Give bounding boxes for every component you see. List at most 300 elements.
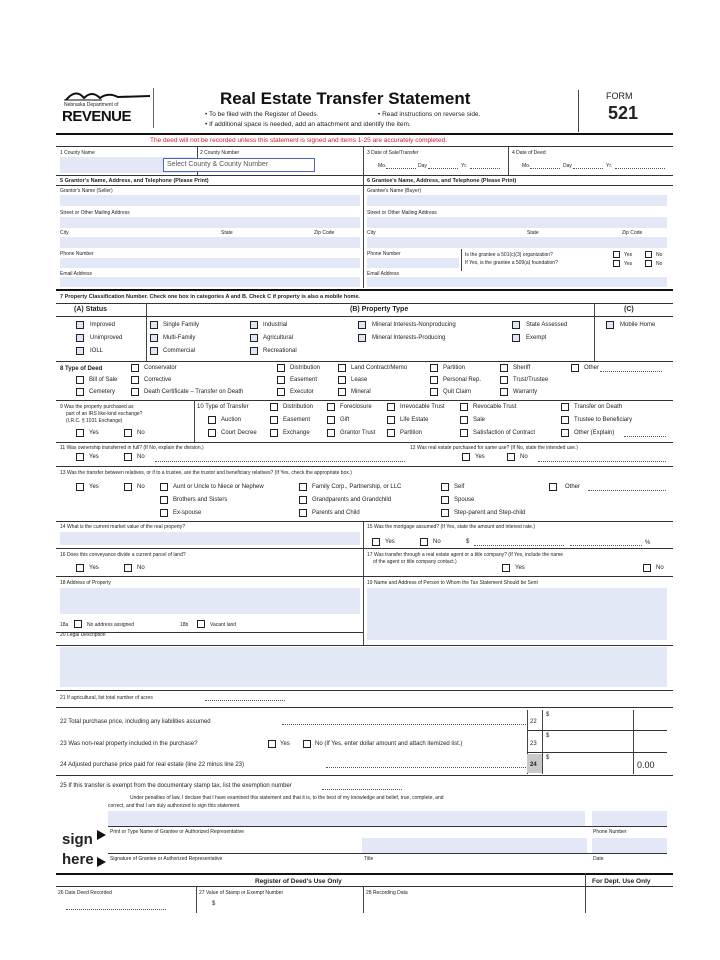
- adjusted-price-value: 0.00: [637, 760, 655, 770]
- declaration-line-1: Under penalties of law, I declare that I have examined this statement and that it is, to the best of my knowledge and belief, true, complete, and: [130, 795, 444, 801]
- exchange-no-checkbox[interactable]: [124, 429, 132, 437]
- type-single-family-checkbox[interactable]: [150, 321, 158, 329]
- transfer-life-estate-label: Life Estate: [400, 417, 429, 423]
- grantee-email-label: Email Address: [367, 271, 399, 277]
- item16-label: 16 Does this conveyance divide a current parcel of land?: [60, 552, 186, 558]
- sign-word: sign: [62, 831, 93, 848]
- date-recorded-label: 26 Date Deed Recorded: [58, 890, 112, 896]
- item24-label: 24 Adjusted purchase price paid for real estate (line 22 minus line 23): [60, 762, 245, 768]
- rule: [108, 853, 667, 854]
- item9-label-3: (I.R.C. § 1031 Exchange): [66, 418, 123, 424]
- divider: [363, 886, 364, 913]
- type-exempt-label: Exempt: [526, 335, 547, 341]
- divider: [196, 886, 197, 913]
- grantor-street-field[interactable]: [60, 217, 360, 228]
- relatives-yes-label: Yes: [89, 484, 99, 490]
- agent-no-checkbox[interactable]: [643, 564, 651, 572]
- type-state-assessed-label: State Assessed: [526, 322, 568, 328]
- transfer-distribution-label: Distribution: [283, 404, 314, 410]
- deed-easement-label: Easement: [290, 377, 318, 383]
- transfer-other-field[interactable]: [624, 436, 666, 437]
- relatives-siblings-label: Brothers and Sisters: [173, 497, 228, 503]
- signature-field[interactable]: [108, 838, 358, 853]
- agent-yes-checkbox[interactable]: [502, 564, 510, 572]
- same-use-intended-field[interactable]: [538, 461, 666, 462]
- item23-dollar: $: [546, 733, 550, 739]
- logo-swoosh-icon: [62, 84, 152, 104]
- transfer-on-death-checkbox[interactable]: [561, 403, 569, 411]
- grantee-501-no-checkbox[interactable]: [645, 251, 652, 258]
- header-bullet-1: • To be filed with the Register of Deeds.: [205, 111, 319, 118]
- deed-lease-checkbox[interactable]: [338, 376, 346, 384]
- deed-corrective-checkbox[interactable]: [131, 376, 139, 384]
- transfer-partition-label: Partition: [400, 430, 423, 436]
- rule: [56, 361, 673, 362]
- transfer-sale-checkbox[interactable]: [460, 416, 468, 424]
- same-use-yes-checkbox[interactable]: [462, 453, 470, 461]
- non-real-no-checkbox[interactable]: [303, 740, 311, 748]
- deed-distribution-checkbox[interactable]: [277, 364, 285, 372]
- grantee-street-label: Street or Other Mailing Address: [367, 210, 437, 216]
- acres-field[interactable]: [205, 700, 285, 701]
- type-mineral-producing-label: Mineral Interests-Producing: [372, 335, 446, 341]
- divider: [146, 303, 147, 361]
- mortgage-yes-label: Yes: [385, 539, 395, 545]
- date-field[interactable]: [592, 838, 667, 853]
- legal-description-field[interactable]: [60, 647, 667, 687]
- type-exempt-checkbox[interactable]: [512, 334, 520, 342]
- deed-other-checkbox[interactable]: [571, 364, 579, 372]
- deed-partition-label: Partition: [443, 365, 466, 371]
- status-unimproved-label: Unimproved: [90, 335, 123, 341]
- deed-trust-label: Trust/Trustee: [513, 377, 549, 383]
- relatives-family-corp-checkbox[interactable]: [299, 483, 307, 491]
- transfer-auction-checkbox[interactable]: [208, 416, 216, 424]
- yr-label: Yr.: [461, 163, 468, 169]
- rule: [56, 303, 673, 304]
- register-header: Register of Deed's Use Only: [255, 878, 342, 885]
- transfer-court-decree-label: Court Decree: [221, 430, 257, 436]
- grantee-501-yes-checkbox[interactable]: [613, 251, 620, 258]
- recording-data-label: 28 Recording Data: [366, 890, 408, 896]
- item23-label: 23 Was non-real property included in the purchase?: [60, 741, 198, 747]
- deed-mineral-checkbox[interactable]: [338, 388, 346, 396]
- logo-word: REVENUE: [62, 108, 132, 125]
- item15-label: 15 Was the mortgage assumed? (If Yes, state the amount and interest rate.): [367, 524, 535, 530]
- type-recreational-label: Recreational: [263, 348, 297, 354]
- form-label: FORM: [606, 91, 633, 101]
- deed-bill-of-sale-checkbox[interactable]: [76, 376, 84, 384]
- transfer-other-checkbox[interactable]: [561, 429, 569, 437]
- item21-label: 21 If agricultural, list total number of acres: [60, 695, 153, 701]
- type-mineral-producing-checkbox[interactable]: [358, 334, 366, 342]
- grantee-state-label: State: [527, 230, 539, 236]
- day-label-2: Day: [563, 163, 572, 169]
- county-select-placeholder: Select County & County Number: [167, 161, 269, 168]
- type-commercial-checkbox[interactable]: [150, 347, 158, 355]
- header-bullet-2: • Read instructions on reverse side.: [378, 111, 481, 118]
- grantor-city-field[interactable]: [60, 237, 360, 248]
- item18a-label: 18a: [60, 622, 69, 628]
- same-use-no-checkbox[interactable]: [507, 453, 515, 461]
- deed-death-certificate-checkbox[interactable]: [131, 388, 139, 396]
- item22-label: 22 Total purchase price, including any liabilities assumed: [60, 719, 211, 725]
- deed-year-field[interactable]: [615, 168, 665, 169]
- item19-label: 19 Name and Address of Person to Whom the Tax Statement Should be Sent: [367, 580, 538, 586]
- transfer-irrevocable-trust-checkbox[interactable]: [387, 403, 395, 411]
- exchange-no-label: No: [137, 430, 145, 436]
- type-multi-family-label: Multi-Family: [163, 335, 196, 341]
- type-agricultural-label: Agricultural: [263, 335, 294, 341]
- deed-distribution-label: Distribution: [290, 365, 321, 371]
- type-state-assessed-checkbox[interactable]: [512, 321, 520, 329]
- deed-death-certificate-label: Death Certificate – Transfer on Death: [144, 389, 244, 395]
- status-unimproved-checkbox[interactable]: [76, 334, 84, 342]
- ownership-yes-label: Yes: [89, 454, 99, 460]
- agent-no-label: No: [656, 565, 664, 571]
- relatives-no-label: No: [137, 484, 145, 490]
- relatives-parents-checkbox[interactable]: [299, 509, 307, 517]
- relatives-spouse-checkbox[interactable]: [441, 496, 449, 504]
- divider: [363, 175, 364, 288]
- deed-executor-checkbox[interactable]: [277, 388, 285, 396]
- deed-land-contract-checkbox[interactable]: [338, 364, 346, 372]
- warning-text: The deed will not be recorded unless this statement is signed and items 1-25 are accurately completed.: [150, 137, 447, 144]
- transfer-satisfaction-label: Satisfaction of Contract: [473, 430, 536, 436]
- transfer-sale-label: Sale: [473, 417, 486, 423]
- mobile-home-label: Mobile Home: [620, 322, 656, 328]
- transfer-distribution-checkbox[interactable]: [270, 403, 278, 411]
- phone-number-label: Phone Number: [593, 829, 627, 835]
- signature-label: Signature of Grantee or Authorized Representative: [110, 856, 223, 862]
- mo-label-2: Mo.: [522, 163, 531, 169]
- transfer-trustee-beneficiary-checkbox[interactable]: [561, 416, 569, 424]
- deed-day-field[interactable]: [573, 168, 603, 169]
- mortgage-no-checkbox[interactable]: [420, 538, 428, 546]
- rule: [56, 886, 673, 887]
- item7-type-heading: (B) Property Type: [350, 306, 409, 313]
- grantor-email-label: Email Address: [60, 271, 92, 277]
- same-use-no-label: No: [520, 454, 528, 460]
- property-address-field[interactable]: [60, 588, 360, 614]
- item18b-label: 18b: [180, 622, 189, 628]
- item12-label: 12 Was real estate purchased for same use? (If No, state the intended use.): [410, 445, 578, 451]
- non-real-yes-label: Yes: [280, 741, 290, 747]
- item7-c-heading: (C): [624, 306, 634, 313]
- relatives-step-label: Step-parent and Step-child: [454, 510, 526, 516]
- same-use-yes-label: Yes: [475, 454, 485, 460]
- transfer-irrevocable-trust-label: Irrevocable Trust: [400, 404, 445, 410]
- deed-personal-rep-checkbox[interactable]: [430, 376, 438, 384]
- item20-label: 20 Legal Description: [60, 632, 106, 638]
- header-bullet-3: • If additional space is needed, add an attachment and identify the item.: [205, 121, 411, 128]
- relatives-aunt-uncle-label: Aunt or Uncle to Niece or Nephew: [173, 484, 264, 490]
- divider: [363, 521, 364, 645]
- deed-conservator-checkbox[interactable]: [131, 364, 139, 372]
- grantor-email-field[interactable]: [60, 277, 360, 287]
- transfer-auction-label: Auction: [221, 417, 242, 423]
- grantee-zip-label: Zip Code: [622, 230, 643, 236]
- sign-arrow-icon: [97, 830, 106, 840]
- relatives-self-label: Self: [454, 484, 465, 490]
- grantee-street-field[interactable]: [367, 217, 667, 228]
- mortgage-rate-field[interactable]: [570, 545, 642, 546]
- deed-quit-claim-label: Quit Claim: [443, 389, 472, 395]
- no-label: No: [656, 252, 663, 258]
- deed-partition-checkbox[interactable]: [430, 364, 438, 372]
- deed-quit-claim-checkbox[interactable]: [430, 388, 438, 396]
- mortgage-yes-checkbox[interactable]: [372, 538, 380, 546]
- rule: [527, 730, 667, 731]
- title-field[interactable]: [362, 838, 587, 853]
- sale-year-field[interactable]: [470, 168, 500, 169]
- exchange-yes-label: Yes: [89, 430, 99, 436]
- deed-conservator-label: Conservator: [144, 365, 177, 371]
- divider: [633, 710, 634, 774]
- rule: [527, 752, 667, 753]
- rule: [56, 690, 673, 691]
- grantee-509-yes-checkbox[interactable]: [613, 260, 620, 267]
- transfer-exchange-label: Exchange: [283, 430, 310, 436]
- transfer-foreclosure-label: Foreclosure: [340, 404, 372, 410]
- item7-header: 7 Property Classification Number. Check one box in categories A and B. Check C if property is also a mobile home.: [60, 294, 361, 300]
- type-agricultural-checkbox[interactable]: [250, 334, 258, 342]
- relatives-no-checkbox[interactable]: [124, 483, 132, 491]
- relatives-siblings-checkbox[interactable]: [160, 496, 168, 504]
- deed-sheriff-checkbox[interactable]: [500, 364, 508, 372]
- stamp-dollar-sign: $: [212, 901, 216, 907]
- relatives-aunt-uncle-checkbox[interactable]: [160, 483, 168, 491]
- transfer-gift-checkbox[interactable]: [327, 416, 335, 424]
- logo-agency: Nebraska Department of: [64, 102, 119, 108]
- mobile-home-checkbox[interactable]: [606, 321, 614, 329]
- divide-no-checkbox[interactable]: [124, 564, 132, 572]
- item23-num: 23: [530, 741, 537, 747]
- total-price-field[interactable]: [550, 711, 632, 729]
- exemption-number-field[interactable]: [322, 789, 402, 790]
- relatives-other-label: Other: [565, 484, 581, 490]
- item17-label-2: of the agent or title company contact.): [373, 559, 457, 565]
- rule: [56, 442, 673, 443]
- status-ioll-label: IOLL: [90, 348, 104, 354]
- county-select[interactable]: [163, 158, 315, 172]
- transfer-foreclosure-checkbox[interactable]: [327, 403, 335, 411]
- relatives-yes-checkbox[interactable]: [76, 483, 84, 491]
- grantor-name-label: Grantor's Name (Seller): [60, 188, 113, 194]
- revenue-logo: [62, 84, 152, 128]
- relatives-other-field[interactable]: [588, 490, 666, 491]
- mortgage-no-label: No: [433, 539, 441, 545]
- divider: [194, 400, 195, 442]
- grantee-name-label: Grantee's Name (Buyer): [367, 188, 422, 194]
- transfer-exchange-checkbox[interactable]: [270, 429, 278, 437]
- mortgage-dollar-sign: $: [466, 539, 470, 545]
- type-single-family-label: Single Family: [163, 322, 200, 328]
- relatives-ex-spouse-checkbox[interactable]: [160, 509, 168, 517]
- leader-dots: [326, 767, 526, 768]
- grantee-phone-field[interactable]: [367, 258, 459, 268]
- grantee-city-label: City: [367, 230, 376, 236]
- day-label: Day: [418, 163, 427, 169]
- item7-status-heading: (A) Status: [74, 306, 108, 313]
- rule: [56, 175, 673, 176]
- status-improved-checkbox[interactable]: [76, 321, 84, 329]
- relatives-grandparents-checkbox[interactable]: [299, 496, 307, 504]
- title-label: Title: [364, 856, 374, 862]
- header-rule: [56, 133, 673, 135]
- yr-label-2: Yr.: [606, 163, 613, 169]
- transfer-life-estate-checkbox[interactable]: [387, 416, 395, 424]
- rule: [56, 400, 673, 401]
- grantee-city-field[interactable]: [367, 237, 667, 248]
- header-divider: [153, 88, 154, 128]
- grantee-email-field[interactable]: [367, 277, 667, 287]
- rule: [56, 316, 673, 317]
- deed-bill-of-sale-label: Bill of Sale: [89, 377, 118, 383]
- item22-dollar: $: [546, 712, 550, 718]
- item9-label-1: 9 Was the property purchased as: [60, 404, 134, 410]
- leader-dots: [282, 724, 526, 725]
- mortgage-amount-field[interactable]: [474, 545, 564, 546]
- total-price-cents-field[interactable]: [635, 711, 667, 729]
- grantor-name-field[interactable]: [60, 195, 360, 206]
- transfer-trustee-beneficiary-label: Trustee to Beneficiary: [574, 417, 633, 423]
- ownership-no-checkbox[interactable]: [124, 453, 132, 461]
- vacant-land-checkbox[interactable]: [197, 620, 205, 628]
- rule: [56, 185, 673, 186]
- mo-label: Mo.: [378, 163, 387, 169]
- ownership-explain-field[interactable]: [155, 461, 405, 462]
- item22-num: 22: [530, 719, 537, 725]
- rule: [108, 826, 667, 827]
- deed-lease-label: Lease: [351, 377, 368, 383]
- rule: [56, 775, 673, 776]
- exchange-yes-checkbox[interactable]: [76, 429, 84, 437]
- grantor-zip-label: Zip Code: [314, 230, 335, 236]
- transfer-court-decree-checkbox[interactable]: [208, 429, 216, 437]
- item25-label: 25 If this transfer is exempt from the documentary stamp tax, list the exemption number: [60, 783, 292, 789]
- sale-day-field[interactable]: [428, 168, 458, 169]
- type-industrial-label: Industrial: [263, 322, 288, 328]
- deed-mineral-label: Mineral: [351, 389, 371, 395]
- yes-label: Yes: [624, 252, 633, 258]
- relatives-ex-spouse-label: Ex-spouse: [173, 510, 202, 516]
- ownership-no-label: No: [137, 454, 145, 460]
- transfer-grantor-trust-checkbox[interactable]: [327, 429, 335, 437]
- deed-sheriff-label: Sheriff: [513, 365, 531, 371]
- grantee-phone-label: Phone Number: [367, 251, 401, 257]
- ownership-yes-checkbox[interactable]: [76, 453, 84, 461]
- transfer-satisfaction-checkbox[interactable]: [460, 429, 468, 437]
- item24-dollar: $: [546, 755, 550, 761]
- non-real-yes-checkbox[interactable]: [268, 740, 276, 748]
- county-number-label: 2 County Number: [200, 150, 240, 156]
- deed-other-label: Other: [584, 365, 600, 371]
- deed-warranty-checkbox[interactable]: [500, 388, 508, 396]
- grantee-header: 6 Grantee's Name, Address, and Telephone (Please Print): [367, 178, 517, 184]
- transfer-revocable-trust-label: Revocable Trust: [473, 404, 517, 410]
- no-address-checkbox[interactable]: [74, 620, 82, 628]
- form-number: 521: [608, 103, 639, 123]
- deed-other-field[interactable]: [600, 371, 662, 372]
- deed-cemetery-checkbox[interactable]: [76, 388, 84, 396]
- no-label: No: [656, 261, 663, 267]
- date-label: Date: [593, 856, 604, 862]
- transfer-easement-checkbox[interactable]: [270, 416, 278, 424]
- deed-month-field[interactable]: [530, 168, 560, 169]
- deed-cemetery-label: Cemetery: [89, 389, 116, 395]
- no-address-label: No address assigned: [87, 622, 134, 628]
- grantee-509a-question: If Yes, is the grantee a 509(a) foundation?: [465, 260, 558, 266]
- rule: [56, 289, 673, 291]
- transfer-revocable-trust-checkbox[interactable]: [460, 403, 468, 411]
- rule: [56, 707, 673, 708]
- deed-executor-label: Executor: [290, 389, 314, 395]
- type-mineral-nonproducing-checkbox[interactable]: [358, 321, 366, 329]
- item8-label: 8 Type of Deed: [60, 366, 103, 372]
- tax-statement-address-field[interactable]: [367, 588, 667, 640]
- rule: [56, 521, 673, 522]
- relatives-grandparents-label: Grandparents and Grandchild: [312, 497, 392, 503]
- item24-num: 24: [530, 762, 537, 768]
- relatives-step-checkbox[interactable]: [441, 509, 449, 517]
- phone-number-field[interactable]: [592, 811, 667, 826]
- print-name-field[interactable]: [108, 811, 585, 826]
- grantor-street-label: Street or Other Mailing Address: [60, 210, 130, 216]
- divide-yes-checkbox[interactable]: [76, 564, 84, 572]
- warning-rule: [56, 146, 673, 147]
- agent-yes-label: Yes: [515, 565, 525, 571]
- divider: [461, 249, 462, 271]
- rule: [56, 873, 673, 875]
- here-word: here: [62, 851, 94, 868]
- grantor-phone-field[interactable]: [60, 258, 360, 268]
- grantee-509-no-checkbox[interactable]: [645, 260, 652, 267]
- date-deed-label: 4 Date of Deed: [512, 150, 546, 156]
- grantor-header: 5 Grantor's Name, Address, and Telephone (Please Print): [60, 178, 209, 184]
- deed-personal-rep-label: Personal Rep.: [443, 377, 482, 383]
- rule: [56, 645, 673, 646]
- date-recorded-field[interactable]: [66, 909, 166, 910]
- yes-label: Yes: [624, 261, 633, 267]
- relatives-other-checkbox[interactable]: [549, 483, 557, 491]
- item14-label: 14 What is the current market value of the real property?: [60, 524, 186, 530]
- item13-label: 13 Was the transfer between relatives, or if to a trustee, are the trustor and beneficiary relatives? (If Yes, check the appropriate box.): [60, 470, 352, 476]
- type-industrial-checkbox[interactable]: [250, 321, 258, 329]
- market-value-field[interactable]: [60, 532, 360, 545]
- type-multi-family-checkbox[interactable]: [150, 334, 158, 342]
- type-recreational-checkbox[interactable]: [250, 347, 258, 355]
- status-ioll-checkbox[interactable]: [76, 347, 84, 355]
- divider: [542, 710, 543, 774]
- type-mineral-nonproducing-label: Mineral Interests-Nonproducing: [372, 322, 456, 328]
- grantor-city-label: City: [60, 230, 69, 236]
- transfer-partition-checkbox[interactable]: [387, 429, 395, 437]
- transfer-easement-label: Easement: [283, 417, 311, 423]
- sale-month-field[interactable]: [386, 168, 416, 169]
- grantor-phone-label: Phone Number: [60, 251, 94, 257]
- item10-label: 10 Type of Transfer: [197, 404, 249, 410]
- grantee-name-field[interactable]: [367, 195, 667, 206]
- rule: [56, 576, 673, 577]
- form-title: Real Estate Transfer Statement: [220, 89, 471, 108]
- dept-use-header: For Dept. Use Only: [592, 878, 651, 885]
- relatives-self-checkbox[interactable]: [441, 483, 449, 491]
- divider: [594, 303, 595, 361]
- grantor-state-label: State: [221, 230, 233, 236]
- deed-easement-checkbox[interactable]: [277, 376, 285, 384]
- deed-trust-checkbox[interactable]: [500, 376, 508, 384]
